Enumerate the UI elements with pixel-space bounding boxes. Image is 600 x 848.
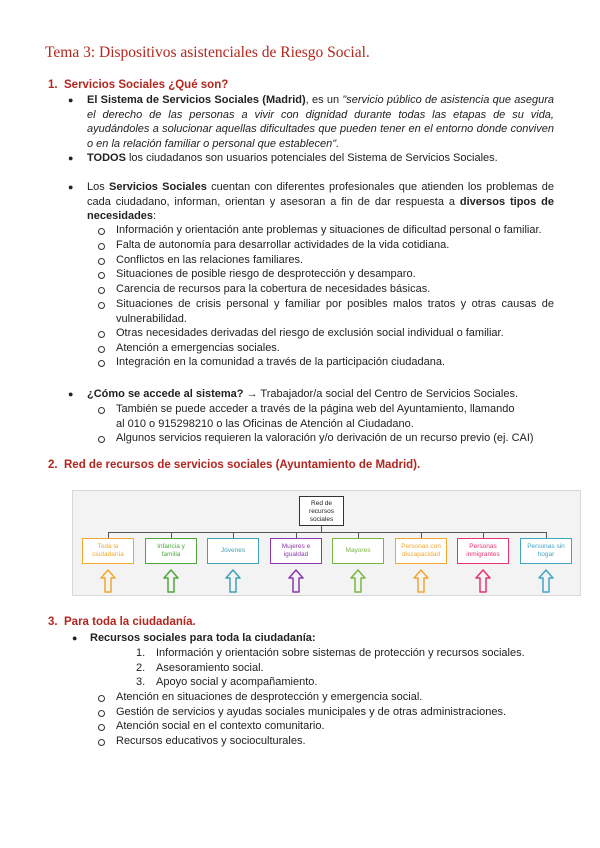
circle-bullet — [98, 360, 105, 367]
up-arrow-icon — [475, 569, 491, 593]
circle-bullet — [98, 724, 105, 731]
bullet-servicios-pre: Los — [87, 181, 109, 193]
bullet-sistema-bold: El Sistema de Servicios Sociales (Madrid) — [87, 94, 306, 106]
circle-bullet — [98, 243, 105, 250]
circle-bullet — [98, 331, 105, 338]
circle-bullet — [98, 258, 105, 265]
bullet-dot: ● — [68, 153, 74, 163]
circle-bullet — [98, 287, 105, 294]
circle-bullet — [98, 346, 105, 353]
bullet-dot: ● — [68, 182, 74, 192]
bullet-todos — [87, 151, 557, 166]
section-1-title: Servicios Sociales ¿Qué son? — [64, 79, 229, 91]
diagram-category: Mujeres e igualdad — [270, 538, 322, 564]
bullet-dot: ● — [68, 95, 74, 105]
bullet-sistema-mid: , es un — [305, 94, 343, 106]
need-item: Situaciones de crisis personal y familiar por posibles malos tratos y otras causas de vulnerabilidad. — [116, 298, 554, 325]
need-item: Conflictos en las relaciones familiares. — [116, 254, 304, 266]
numbered-label: 1. — [136, 647, 146, 659]
bullet-acceso-rest: → Trabajador/a social del Centro de Servicios Sociales. — [243, 388, 519, 400]
bullet-servicios-bold1: Servicios Sociales — [109, 181, 207, 193]
resource-item: Gestión de servicios y ayudas sociales municipales y de otras administraciones. — [116, 706, 507, 718]
need-item: Atención a emergencias sociales. — [116, 342, 280, 354]
section-3-bullet: Recursos sociales para toda la ciudadanía: — [90, 632, 316, 644]
bullet-servicios-mid: cuentan con diferentes profesionales que atienden los problemas de cada ciudadano, informan, orientan y asesoran a fin de dar respuesta a — [87, 181, 554, 208]
up-arrow-icon — [413, 569, 429, 593]
resource-item: Atención en situaciones de desprotección y emergencia social. — [116, 691, 423, 703]
diagram-category: Personas sin hogar — [520, 538, 572, 564]
resource-item: Atención social en el contexto comunitario. — [116, 720, 325, 732]
bullet-servicios-bold2: diversos tipos de necesidades — [87, 195, 554, 223]
numbered-item: Asesoramiento social. — [156, 662, 264, 674]
circle-bullet — [98, 302, 105, 309]
bullet-acceso — [87, 387, 557, 402]
bullet-dot: ● — [72, 633, 78, 643]
section-2-number: 2. — [48, 459, 58, 471]
bullet-todos-rest: los ciudadanos son usuarios potenciales del Sistema de Servicios Sociales. — [125, 152, 498, 164]
need-item: Integración en la comunidad a través de la participación ciudadana. — [116, 356, 445, 368]
up-arrow-icon — [538, 569, 554, 593]
section-2-heading — [48, 459, 420, 471]
up-arrow-icon — [350, 569, 366, 593]
diagram-category: Infancia y familia — [145, 538, 197, 564]
diagram-category: Toda la ciudadanía — [82, 538, 134, 564]
bullet-todos-bold: TODOS — [87, 152, 126, 164]
need-item: Falta de autonomía para desarrollar actividades de la vida cotidiana. — [116, 239, 450, 251]
up-arrow-icon — [288, 569, 304, 593]
diagram-category: Personas con discapacidad — [395, 538, 447, 564]
circle-bullet — [98, 407, 105, 414]
circle-bullet — [98, 228, 105, 235]
diagram-category: Mayores — [332, 538, 384, 564]
bullet-dot: ● — [68, 389, 74, 399]
numbered-item: Información y orientación sobre sistemas de protección y recursos sociales. — [156, 647, 525, 659]
section-3-heading — [48, 616, 196, 628]
diagram-category: Jóvenes — [207, 538, 259, 564]
need-item: Situaciones de posible riesgo de desprotección y desamparo. — [116, 268, 416, 280]
bullet-acceso-bold: ¿Cómo se accede al sistema? — [87, 388, 244, 400]
up-arrow-icon — [163, 569, 179, 593]
resource-item: Recursos educativos y socioculturales. — [116, 735, 306, 747]
circle-bullet — [98, 739, 105, 746]
section-1-number: 1. — [48, 79, 58, 91]
section-3-title: Para toda la ciudadanía. — [64, 616, 196, 628]
need-item: Información y orientación ante problemas y situaciones de dificultad personal o familiar. — [116, 224, 542, 236]
bullet-servicios-post: : — [153, 210, 157, 223]
circle-bullet — [98, 695, 105, 702]
circle-bullet — [98, 710, 105, 717]
up-arrow-icon — [100, 569, 116, 593]
diagram-category: Personas inmigrantes — [457, 538, 509, 564]
bullet-sistema-quote: "servicio público de asistencia que asegura el derecho de las personas a vivir con dignidad durante todas las etapas de su vida, ayudándoles a solucionar aquellas dificultades que pueden tener en el entorno donde conviven o en la relación familiar o personal que establecen". — [87, 94, 554, 150]
need-item: Otras necesidades derivadas del riesgo de exclusión social individual o familiar. — [116, 327, 504, 339]
section-3-number: 3. — [48, 616, 58, 628]
section-2-title: Red de recursos de servicios sociales (Ayuntamiento de Madrid). — [64, 459, 421, 471]
numbered-label: 2. — [136, 662, 146, 674]
circle-bullet — [98, 272, 105, 279]
bullet-servicios — [87, 180, 554, 224]
need-item: Carencia de recursos para la cobertura de necesidades básicas. — [116, 283, 431, 295]
diagram-root-box: Red de recursos sociales — [299, 496, 344, 526]
circle-bullet — [98, 436, 105, 443]
access-item: Algunos servicios requieren la valoración y/o derivación de un recurso previo (ej. CAI) — [116, 432, 534, 444]
bullet-sistema — [87, 93, 554, 151]
access-item: También se puede acceder a través de la página web del Ayuntamiento, llamando al 010 o 915298210 o las Oficinas de Atención al Ciudadano. — [116, 403, 515, 430]
section-1-heading — [48, 79, 228, 91]
numbered-item: Apoyo social y acompañamiento. — [156, 676, 318, 688]
page-title: Tema 3: Dispositivos asistenciales de Riesgo Social. — [45, 44, 370, 61]
diagram-connector — [108, 532, 546, 533]
numbered-label: 3. — [136, 676, 146, 688]
up-arrow-icon — [225, 569, 241, 593]
